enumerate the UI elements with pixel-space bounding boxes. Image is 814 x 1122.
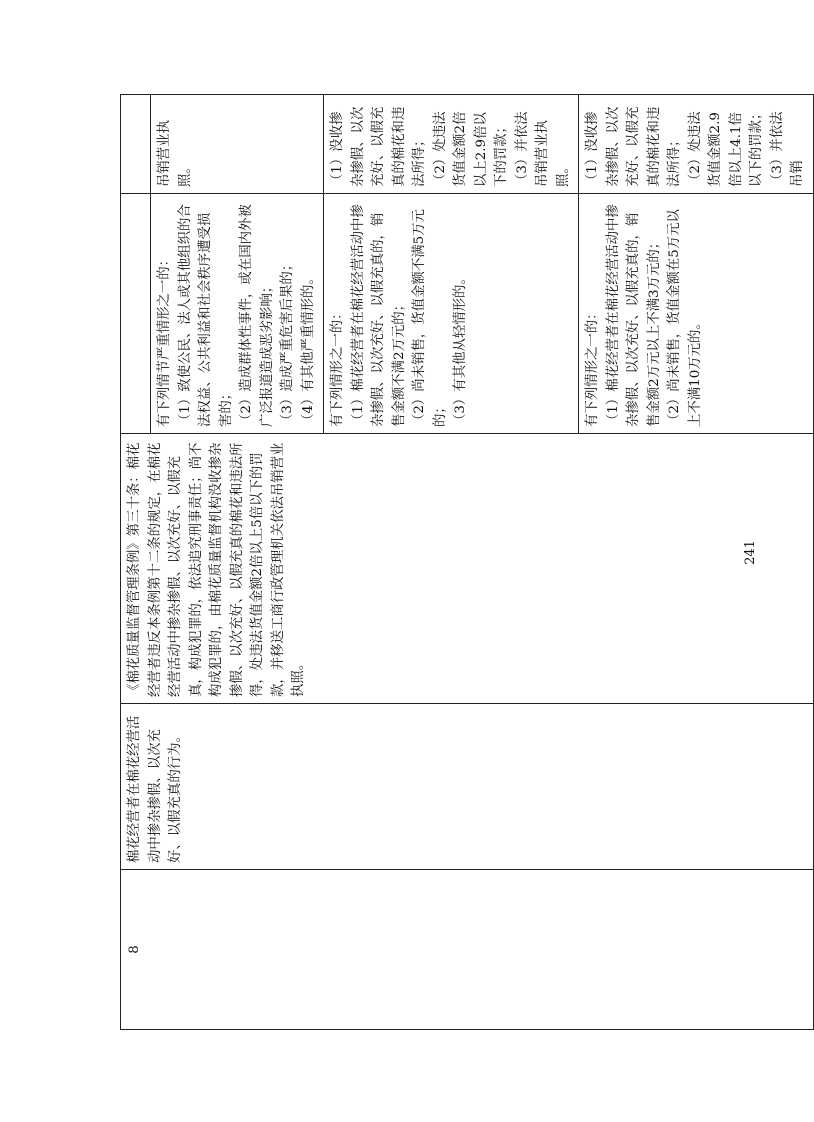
penalty-table xyxy=(120,94,814,1030)
circumstance-line: （2）尚未销售，货值金额在5万元以上不满10万元的。 xyxy=(667,209,703,427)
circumstance-line: （1）棉花经营者在棉花经营活动中掺杂掺假、以次充好、以假充真的，销售金额2万元以上不满3万元的； xyxy=(605,204,662,427)
penalty-line: （3）并依法吊销营业执照。 xyxy=(514,111,571,187)
behavior-cell xyxy=(121,704,814,870)
circumstance-line: （1）致使公民、法人或其他组织的合法权益、公共利益和社会秩序遭受损害的； xyxy=(177,204,234,427)
circumstance-line: （3）有其他从轻情形的。 xyxy=(453,271,468,427)
page-number: 241 xyxy=(742,540,758,565)
circumstance-cell xyxy=(151,194,324,434)
penalty-line: 吊销营业执照。 xyxy=(157,120,193,187)
top-circumstance-cell xyxy=(121,194,151,434)
circumstance-line: 有下列情节严重情形之一的： xyxy=(157,252,172,427)
penalty-line: （1）没收掺杂掺假、以次充好、以假充真的棉花和违法所得； xyxy=(330,106,427,187)
circumstance-line: 有下列情形之一的： xyxy=(330,306,345,427)
circumstance-line: 有下列情形之一的： xyxy=(585,306,600,427)
circumstance-line: （3）造成严重危害后果的； xyxy=(280,257,295,427)
circumstance-line: （1）棉花经营者在棉花经营活动中掺杂掺假、以次充好、以假充真的，销售金额不满2万元的； xyxy=(350,204,407,427)
behavior-text: 棉花经营者在棉花经营活动中掺杂掺假、以次充好、以假充真的行为。 xyxy=(127,715,183,863)
penalty-line: （1）没收掺杂掺假、以次充好、以假充真的棉花和违法所得； xyxy=(585,106,682,187)
circumstance-line: （4）有其他严重情形的。 xyxy=(300,271,316,427)
penalty-cell xyxy=(324,95,579,194)
table-top-row xyxy=(121,95,151,1030)
circumstance-cell xyxy=(324,194,579,434)
legal-basis-cell xyxy=(121,434,814,704)
row-number-cell: 8 xyxy=(121,870,814,1030)
top-penalty-cell xyxy=(121,95,151,194)
penalty-cell xyxy=(151,95,324,194)
circumstance-line: （2）造成群体性事件，或在国内外被广泛报道造成恶劣影响； xyxy=(239,204,275,427)
penalty-line: （2）处违法货值金额2倍以上2.9倍以下的罚款； xyxy=(432,111,509,187)
legal-basis-text: 《棉花质量监督管理条例》第三十条：棉花经营者违反本条例第十二条的规定，在棉花经营活动中掺杂掺假、以次充好、以假充真，构成犯罪的，依法追究刑事责任；尚不构成犯罪的，由棉花质量监督机构没收掺杂掺假、以次充好、以假充真的棉花和违法所得，处违法货值金额2倍以上5倍以下的罚款，并移送工商行政管理机关依法吊销营业执照。 xyxy=(127,442,306,697)
penalty-cell xyxy=(579,95,814,194)
circumstance-cell xyxy=(579,194,814,434)
penalty-line: （3）并依法吊销 xyxy=(769,111,805,187)
circumstance-line: （2）尚未销售，货值金额不满5万元的； xyxy=(412,209,448,427)
penalty-line: （2）处违法货值金额2.9倍以上4.1倍以下的罚款； xyxy=(687,106,764,187)
